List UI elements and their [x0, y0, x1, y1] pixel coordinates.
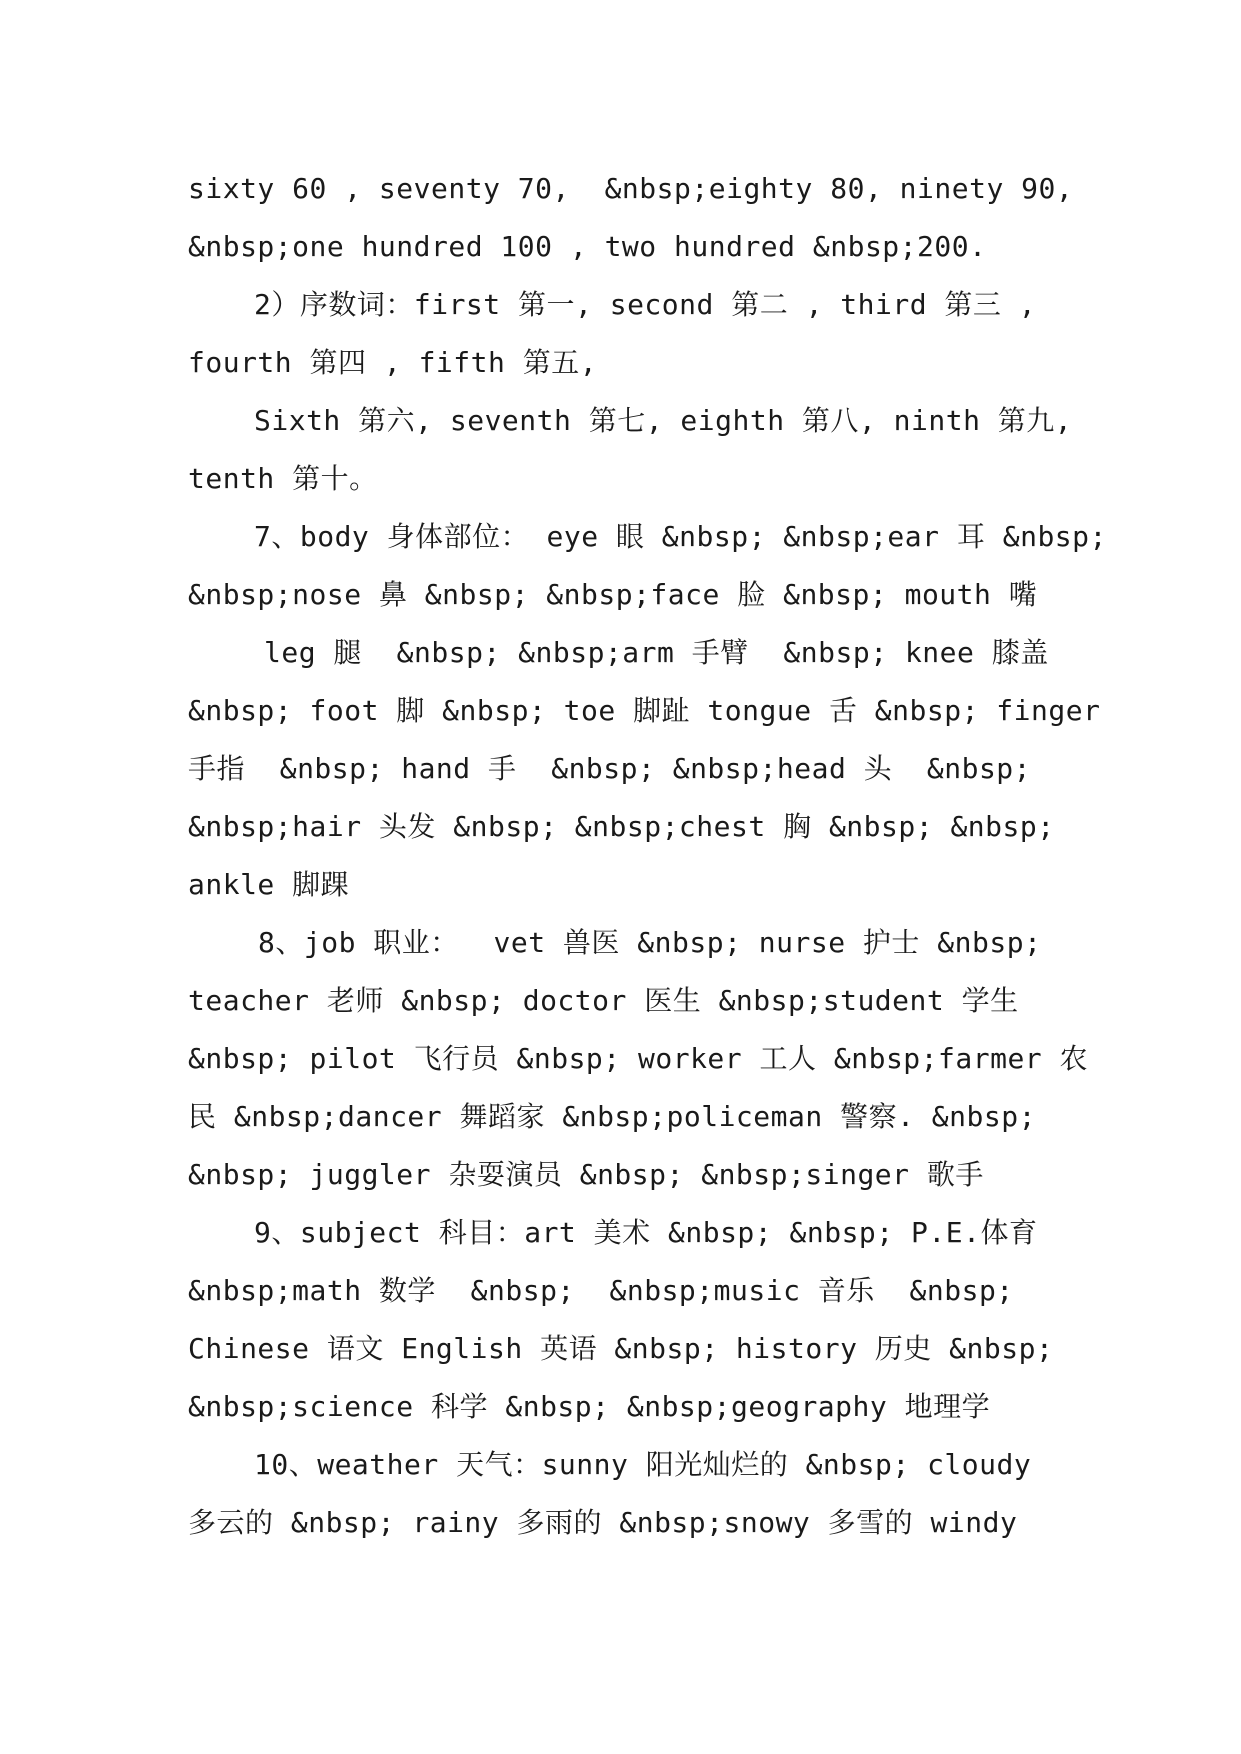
text-line: 民 &nbsp;dancer 舞蹈家 &nbsp;policeman 警察. &nbsp; [188, 1100, 1036, 1133]
text-line: &nbsp; juggler 杂耍演员 &nbsp; &nbsp;singer 歌手 [188, 1158, 984, 1191]
text-line: ankle 脚踝 [188, 868, 350, 901]
text-line: &nbsp;hair 头发 &nbsp; &nbsp;chest 胸 &nbsp; &nbsp; [188, 810, 1055, 843]
text-line: &nbsp; pilot 飞行员 &nbsp; worker 工人 &nbsp;farmer 农 [188, 1042, 1089, 1075]
paragraph-cardinals-continued [188, 160, 1074, 276]
text-line: leg 腿 &nbsp; &nbsp;arm 手臂 &nbsp; knee 膝盖 [264, 636, 1049, 669]
document-body [188, 160, 1107, 1552]
text-line: 9、subject 科目：art 美术 &nbsp; &nbsp; P.E.体育 [254, 1216, 1038, 1249]
text-line: &nbsp;one hundred 100 , two hundred &nbsp;200. [188, 230, 987, 263]
text-line: 8、job 职业： vet 兽医 &nbsp; nurse 护士 &nbsp; [258, 926, 1042, 959]
paragraph-ordinals-continued [188, 392, 1073, 508]
text-line: &nbsp;math 数学 &nbsp; &nbsp;music 音乐 &nbsp; [188, 1274, 1014, 1307]
paragraph-ordinals [188, 276, 1054, 392]
text-line: 7、body 身体部位： eye 眼 &nbsp; &nbsp;ear 耳 &nbsp; [254, 520, 1107, 553]
text-line: tenth 第十。 [188, 462, 378, 495]
text-line: 10、weather 天气：sunny 阳光灿烂的 &nbsp; cloudy [254, 1448, 1032, 1481]
text-line: Sixth 第六, seventh 第七, eighth 第八, ninth 第九, [254, 404, 1073, 437]
text-line: &nbsp;nose 鼻 &nbsp; &nbsp;face 脸 &nbsp; mouth 嘴 [188, 578, 1038, 611]
paragraph-body-parts-continued [188, 624, 1101, 914]
text-line: &nbsp;science 科学 &nbsp; &nbsp;geography 地理学 [188, 1390, 991, 1423]
text-line: fourth 第四 , fifth 第五, [188, 346, 598, 379]
text-line: &nbsp; foot 脚 &nbsp; toe 脚趾 tongue 舌 &nbsp; finger [188, 694, 1101, 727]
paragraph-jobs [188, 914, 1089, 1204]
paragraph-body-parts [188, 508, 1107, 624]
text-line: teacher 老师 &nbsp; doctor 医生 &nbsp;student 学生 [188, 984, 1019, 1017]
text-line: 多云的 &nbsp; rainy 多雨的 &nbsp;snowy 多雪的 windy [188, 1506, 1018, 1539]
paragraph-weather [188, 1436, 1054, 1552]
paragraph-subjects [188, 1204, 1054, 1436]
text-line: 手指 &nbsp; hand 手 &nbsp; &nbsp;head 头 &nbsp; [188, 752, 1032, 785]
text-line: sixty 60 , seventy 70, &nbsp;eighty 80, ninety 90, [188, 172, 1074, 205]
text-line: 2）序数词：first 第一, second 第二 , third 第三 , [254, 288, 1037, 321]
text-line: Chinese 语文 English 英语 &nbsp; history 历史 &nbsp; [188, 1332, 1054, 1365]
